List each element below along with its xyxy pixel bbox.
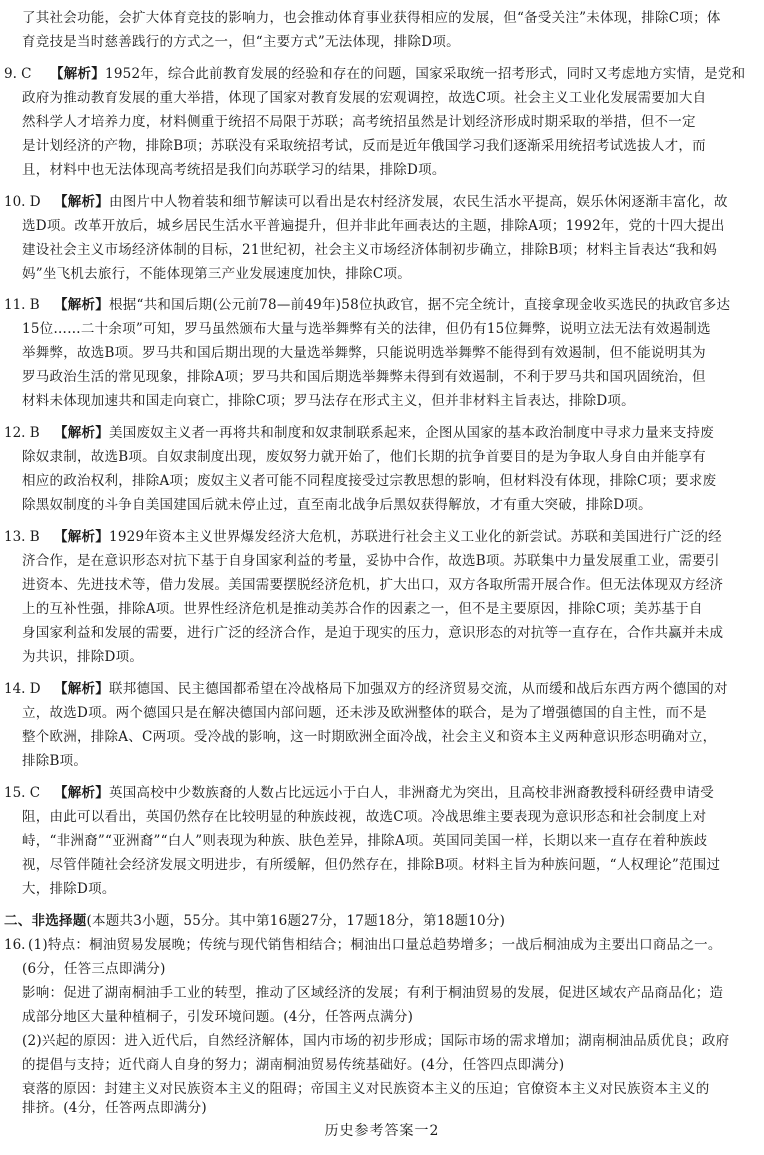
text-line: 相应的政治权利，排除A项；废奴主义者可能不同程度接受过宗教思想的影响，但材料没有体现，排除C项；要求废 <box>22 473 717 489</box>
analysis-tag: 【解析】 <box>54 194 109 210</box>
text-line: 除黑奴制度的斗争自美国建国后就未停止过，直至南北战争后黑奴获得解放，才有重大突破，排除D项。 <box>22 497 652 513</box>
text-line: (1)特点：桐油贸易发展晚；传统与现代销售相结合；桐油出口量总趋势增多；一战后桐油成为主要出口商品之一。 <box>28 937 722 953</box>
text-line: 阻，由此可以看出，英国仍然存在比较明显的种族歧视，故选C项。冷战思维主要表现为意识形态和社会制度上对 <box>22 809 707 825</box>
analysis-tag: 【解析】 <box>54 297 109 313</box>
analysis-tag: 【解析】 <box>50 66 105 82</box>
text-line: (2)兴起的原因：进入近代后，自然经济解体，国内市场的初步形成；国际市场的需求增加；湖南桐油品质优良；政府 <box>22 1033 730 1049</box>
section-heading <box>4 913 505 929</box>
text-line: 济合作，是在意识形态对抗下基于自身国家利益的考量，妥协中合作，故选B项。苏联集中力量发展重工业，需要引 <box>22 553 720 569</box>
text-line: 影响：促进了湖南桐油手工业的转型，推动了区域经济的发展；有利于桐油贸易的发展，促进区域农产品商品化；造 <box>22 985 724 1001</box>
analysis-tag: 【解析】 <box>54 785 109 801</box>
text-line: 英国高校中少数族裔的人数占比远远小于白人，非洲裔尤为突出，且高校非洲裔教授科研经费申请受 <box>109 785 714 801</box>
text-line: 是计划经济的产物，排除B项；苏联没有采取统招考试，反而是近年俄国学习我们逐渐采用统招考试选拔人才，而 <box>22 138 706 154</box>
text-line: 育竞技是当时慈善践行的方式之一，但“主要方式”无法体现，排除D项。 <box>22 34 460 50</box>
text-line: 选D项。改革开放后，城乡居民生活水平普遍提升，但并非此年画表达的主题，排除A项；1992年，党的十四大提出 <box>22 218 725 234</box>
question-number: 13. B <box>4 529 40 545</box>
text-line: 大，排除D项。 <box>22 881 116 897</box>
question-number: 10. D <box>4 194 41 210</box>
text-line: 且，材料中也无法体现高考统招是我们向苏联学习的结果，排除D项。 <box>22 162 446 178</box>
text-line: 峙，“非洲裔”“亚洲裔”“白人”则表现为种族、肤色差异，排除A项。英国同美国一样，长期以来一直存在着种族歧 <box>22 833 708 849</box>
question-number: 15. C <box>4 785 41 801</box>
text-line: 政府为推动教育发展的重大举措，体现了国家对教育发展的宏观调控，故选C项。社会主义工业化发展需要加大自 <box>22 90 707 106</box>
question-number: 14. D <box>4 681 41 697</box>
text-line: 妈”坐飞机去旅行，不能体现第三产业发展速度加快，排除C项。 <box>22 266 411 282</box>
text-line: 排除B项。 <box>22 753 88 769</box>
text-line: 根据“共和国后期(公元前78—前49年)58位执政官，据不完全统计，直接拿现金收买选民的执政官多达 <box>109 297 731 313</box>
text-line: 衰落的原因：封建主义对民族资本主义的阻碍；帝国主义对民族资本主义的压迫；官僚资本主义对民族资本主义的 <box>22 1081 710 1097</box>
text-line: (6分，任答三点即满分) <box>22 961 166 977</box>
text-line: 身国家利益和发展的需要，进行广泛的经济合作，是迫于现实的压力，意识形态的对抗等一直存在，合作共赢并未成 <box>22 625 724 641</box>
text-line: 建设社会主义市场经济体制的目标，21世纪初，社会主义市场经济体制初步确立，排除B项；材料主旨表达“我和妈 <box>22 242 717 258</box>
text-line: 为共识，排除D项。 <box>22 649 144 665</box>
question-number: 11. B <box>4 297 40 313</box>
analysis-tag: 【解析】 <box>54 681 109 697</box>
text-line: 由图片中人物着装和细节解读可以看出是农村经济发展，农民生活水平提高，娱乐休闲逐渐丰富化，故 <box>109 194 728 210</box>
analysis-tag: 【解析】 <box>54 529 109 545</box>
text-line: 视，尽管伴随社会经济发展文明进步，有所缓解，但仍然存在，排除B项。材料主旨为种族问题，“人权理论”范围过 <box>22 857 721 873</box>
text-line: 排挤。(4分，任答两点即满分) <box>22 1100 207 1116</box>
text-line: 1952年，综合此前教育发展的经验和存在的问题，国家采取统一招考形式，同时又考虑地方实情，是党和 <box>105 66 746 82</box>
text-line: 举舞弊，故选B项。罗马共和国后期出现的大量选举舞弊，只能说明选举舞弊不能得到有效遏制，但不能说明其为 <box>22 345 706 361</box>
text-line: 的提倡与支持；近代商人自身的努力；湖南桐油贸易传统基础好。(4分，任答四点即满分) <box>22 1057 565 1073</box>
text-line: 成部分地区大量种植桐子，引发环境问题。(4分，任答两点满分) <box>22 1009 414 1025</box>
text-line: 除奴隶制，故选B项。自奴隶制度出现，废奴努力就开始了，他们长期的抗争首要目的是为争取人身自由并能享有 <box>22 449 706 465</box>
question-number: 12. B <box>4 425 40 441</box>
text-line: 然科学人才培养力度，材料侧重于统招不局限于苏联；高考统招虽然是计划经济形成时期采取的举措，但不一定 <box>22 114 696 130</box>
analysis-tag: 【解析】 <box>54 425 109 441</box>
text-line: 进资本、先进技术等，借力发展。美国需要摆脱经济危机，扩大出口，双方各取所需开展合作。但无法体现双方经济 <box>22 577 724 593</box>
text-line: 上的互补性强，排除A项。世界性经济危机是推动美苏合作的因素之一，但不是主要原因，排除C项；美苏基于自 <box>22 601 703 617</box>
section-title: 二、非选择题 <box>4 913 87 929</box>
text-line: 立，故选D项。两个德国只是在解决德国内部问题，还未涉及欧洲整体的联合，是为了增强德国的自主性，而不是 <box>22 705 707 721</box>
text-line: 联邦德国、民主德国都希望在冷战格局下加强双方的经济贸易交流，从而缓和战后东西方两个德国的对 <box>109 681 728 697</box>
text-line: 1929年资本主义世界爆发经济大危机，苏联进行社会主义工业化的新尝试。苏联和美国进行广泛的经 <box>109 529 722 545</box>
text-line: 材料未体现加速共和国走向衰亡，排除C项；罗马法存在形式主义，但并非材料主旨表达，排除D项。 <box>22 393 635 409</box>
text-line: 了其社会功能，会扩大体育竞技的影响力，也会推动体育事业获得相应的发展，但“备受关注”未体现，排除C项；体 <box>22 10 721 26</box>
text-line: 整个欧洲，排除A、C两项。受冷战的影响，这一时期欧洲全面冷战，社会主义和资本主义两种意识形态明确对立， <box>22 729 717 745</box>
section-description: (本题共3小题，55分。其中第16题27分，17题18分，第18题10分) <box>86 913 506 929</box>
page-footer: 历史参考答案一2 <box>324 1123 440 1139</box>
text-line: 15位……二十余项”可知，罗马虽然颁布大量与选举舞弊有关的法律，但仍有15位舞弊，说明立法无法有效遏制选 <box>22 321 711 337</box>
text-line: 美国废奴主义者一再将共和制度和奴隶制联系起来，企图从国家的基本政治制度中寻求力量来支持废 <box>109 425 714 441</box>
text-line: 罗马政治生活的常见现象，排除A项；罗马共和国后期选举舞弊未得到有效遏制，不利于罗马共和国巩固统治，但 <box>22 369 706 385</box>
question-number: 16. <box>4 937 26 953</box>
question-number: 9. C <box>4 66 32 82</box>
